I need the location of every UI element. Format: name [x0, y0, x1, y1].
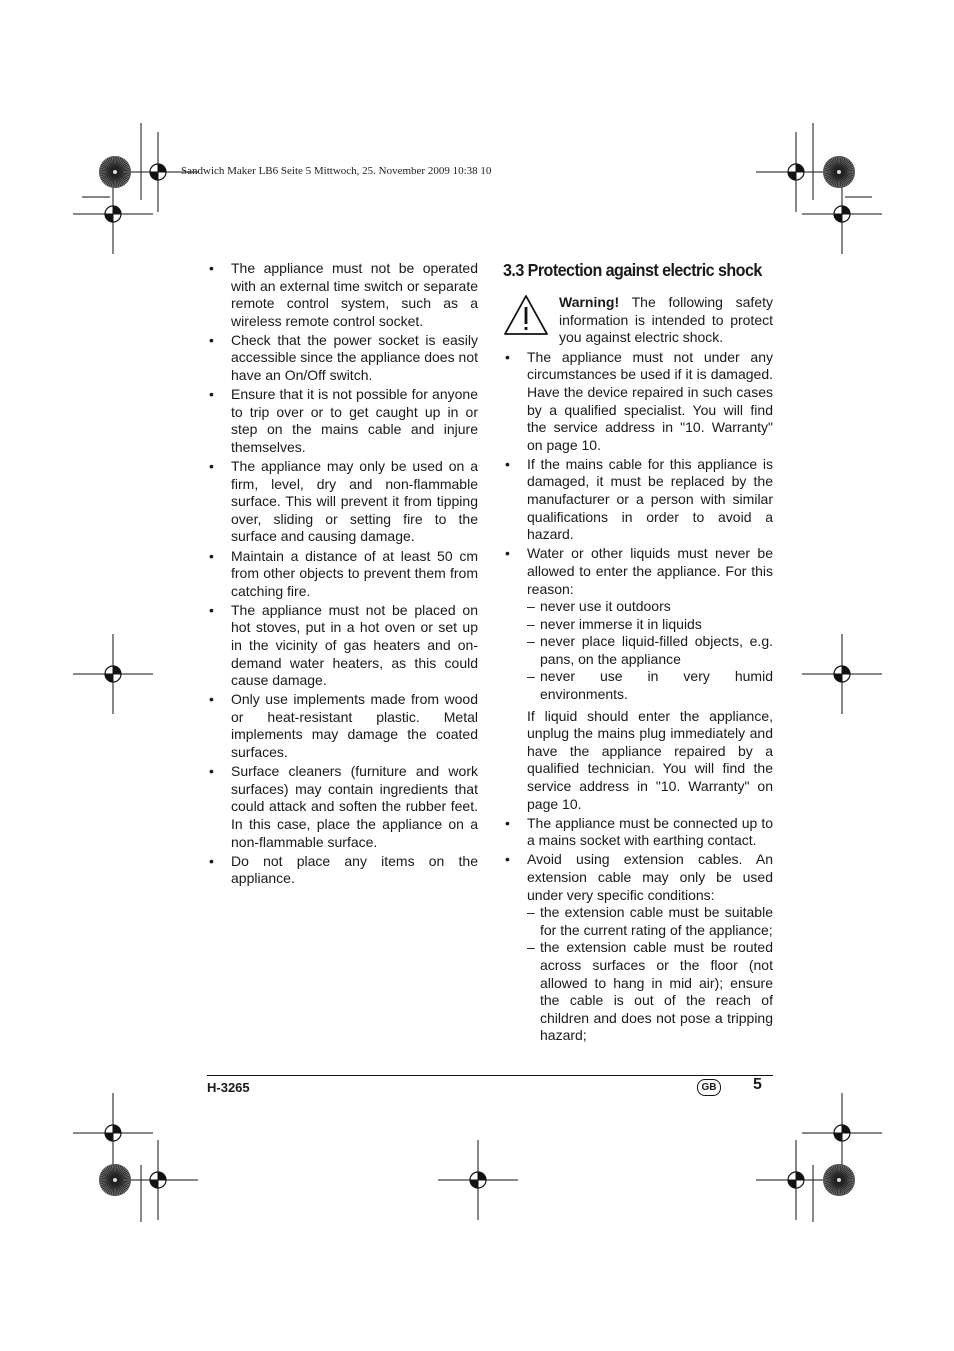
list-item [503, 456, 773, 544]
language-badge: GB [697, 1079, 721, 1096]
list-item: • Do not place any items on the appliance. [207, 853, 478, 888]
crosshair-mark [438, 1140, 518, 1220]
model-number: H-3265 [207, 1080, 250, 1095]
list-item: • Maintain a distance of at least 50 cm from other objects to prevent them from catching fire. [207, 548, 478, 601]
list-item-text: The appliance must not under any circumstances be used if it is damaged. Have the device repaired in such cases by a qualified specialist. You will find the service address in "10. Warranty" on page 10. [527, 348, 773, 453]
warning-label: Warning! [559, 294, 620, 310]
list-item: • Check that the power socket is easily accessible since the appliance does not have an On/Off switch. [207, 332, 478, 385]
electric-safety-list [503, 349, 773, 1045]
list-item [503, 851, 773, 1045]
list-item: • The appliance must not be placed on hot stoves, put in a hot oven or set up in the vicinity of gas heaters and on-demand water heaters, as this could cause damage. [207, 602, 478, 690]
list-item-text: Avoid using extension cables. An extension cable may only be used under very specific conditions: [527, 851, 773, 903]
dash-item: – never use it outdoors [527, 598, 773, 616]
page-number: 5 [753, 1076, 762, 1093]
list-item-text: The appliance must be connected up to a mains socket with earthing contact. [527, 814, 773, 849]
safety-bullet-list [207, 260, 478, 888]
starburst-mark [822, 155, 856, 189]
starburst-mark [822, 1163, 856, 1197]
dash-item: – never immerse it in liquids [527, 616, 773, 634]
dash-item: – never use in very humid environments. [527, 668, 773, 703]
list-item [503, 545, 773, 813]
continuation-paragraph: If liquid should enter the appliance, unplug the mains plug immediately and have the appliance repaired by a qualified technician. You will find the service address in "10. Warranty" on page 10. [527, 707, 773, 812]
crosshair-mark [802, 634, 882, 714]
right-column [503, 260, 773, 1046]
footer-rule [207, 1075, 773, 1076]
dash-item: – the extension cable must be routed across surfaces or the floor (not allowed to hang in mid air); ensure the cable is out of the reach of children and does not pose a tripping hazard; [527, 939, 773, 1045]
dash-item: – never place liquid-filled objects, e.g. pans, on the appliance [527, 633, 773, 668]
print-header: Sandwich Maker LB6 Seite 5 Mittwoch, 25. November 2009 10:38 10 [181, 165, 492, 177]
list-item [503, 349, 773, 455]
list-item [503, 815, 773, 850]
section-heading: 3.3 Protection against electric shock [503, 260, 762, 280]
left-column [207, 260, 478, 889]
starburst-mark [98, 155, 132, 189]
dash-list [527, 904, 773, 1045]
list-item: • Only use implements made from wood or heat-resistant plastic. Metal implements may damage the coated surfaces. [207, 691, 478, 761]
list-item: • Surface cleaners (furniture and work surfaces) may contain ingredients that could attack and soften the rubber feet. In this case, place the appliance on a non-flammable surface. [207, 763, 478, 851]
starburst-mark [98, 1163, 132, 1197]
list-item: • The appliance must not be operated with an external time switch or separate remote control system, such as a wireless remote control socket. [207, 260, 478, 330]
warning-block [503, 294, 773, 347]
warning-text: The following safety information is intended to protect you against electric shock. [559, 294, 773, 346]
list-item-text: Water or other liquids must never be allowed to enter the appliance. For this reason: [527, 545, 773, 597]
crosshair-mark [73, 634, 153, 714]
list-item: • The appliance may only be used on a firm, level, dry and non-flammable surface. This will prevent it from tipping over, sliding or setting fire to the surface and causing damage. [207, 458, 478, 546]
dash-list [527, 598, 773, 704]
list-item: • Ensure that it is not possible for anyone to trip over or to get caught up in or step on the mains cable and injure themselves. [207, 386, 478, 456]
warning-triangle-icon [503, 294, 549, 336]
list-item-text: If the mains cable for this appliance is damaged, it must be replaced by the manufacturer or a person with similar qualifications in order to avoid a hazard. [527, 455, 773, 543]
dash-item: – the extension cable must be suitable for the current rating of the appliance; [527, 904, 773, 939]
